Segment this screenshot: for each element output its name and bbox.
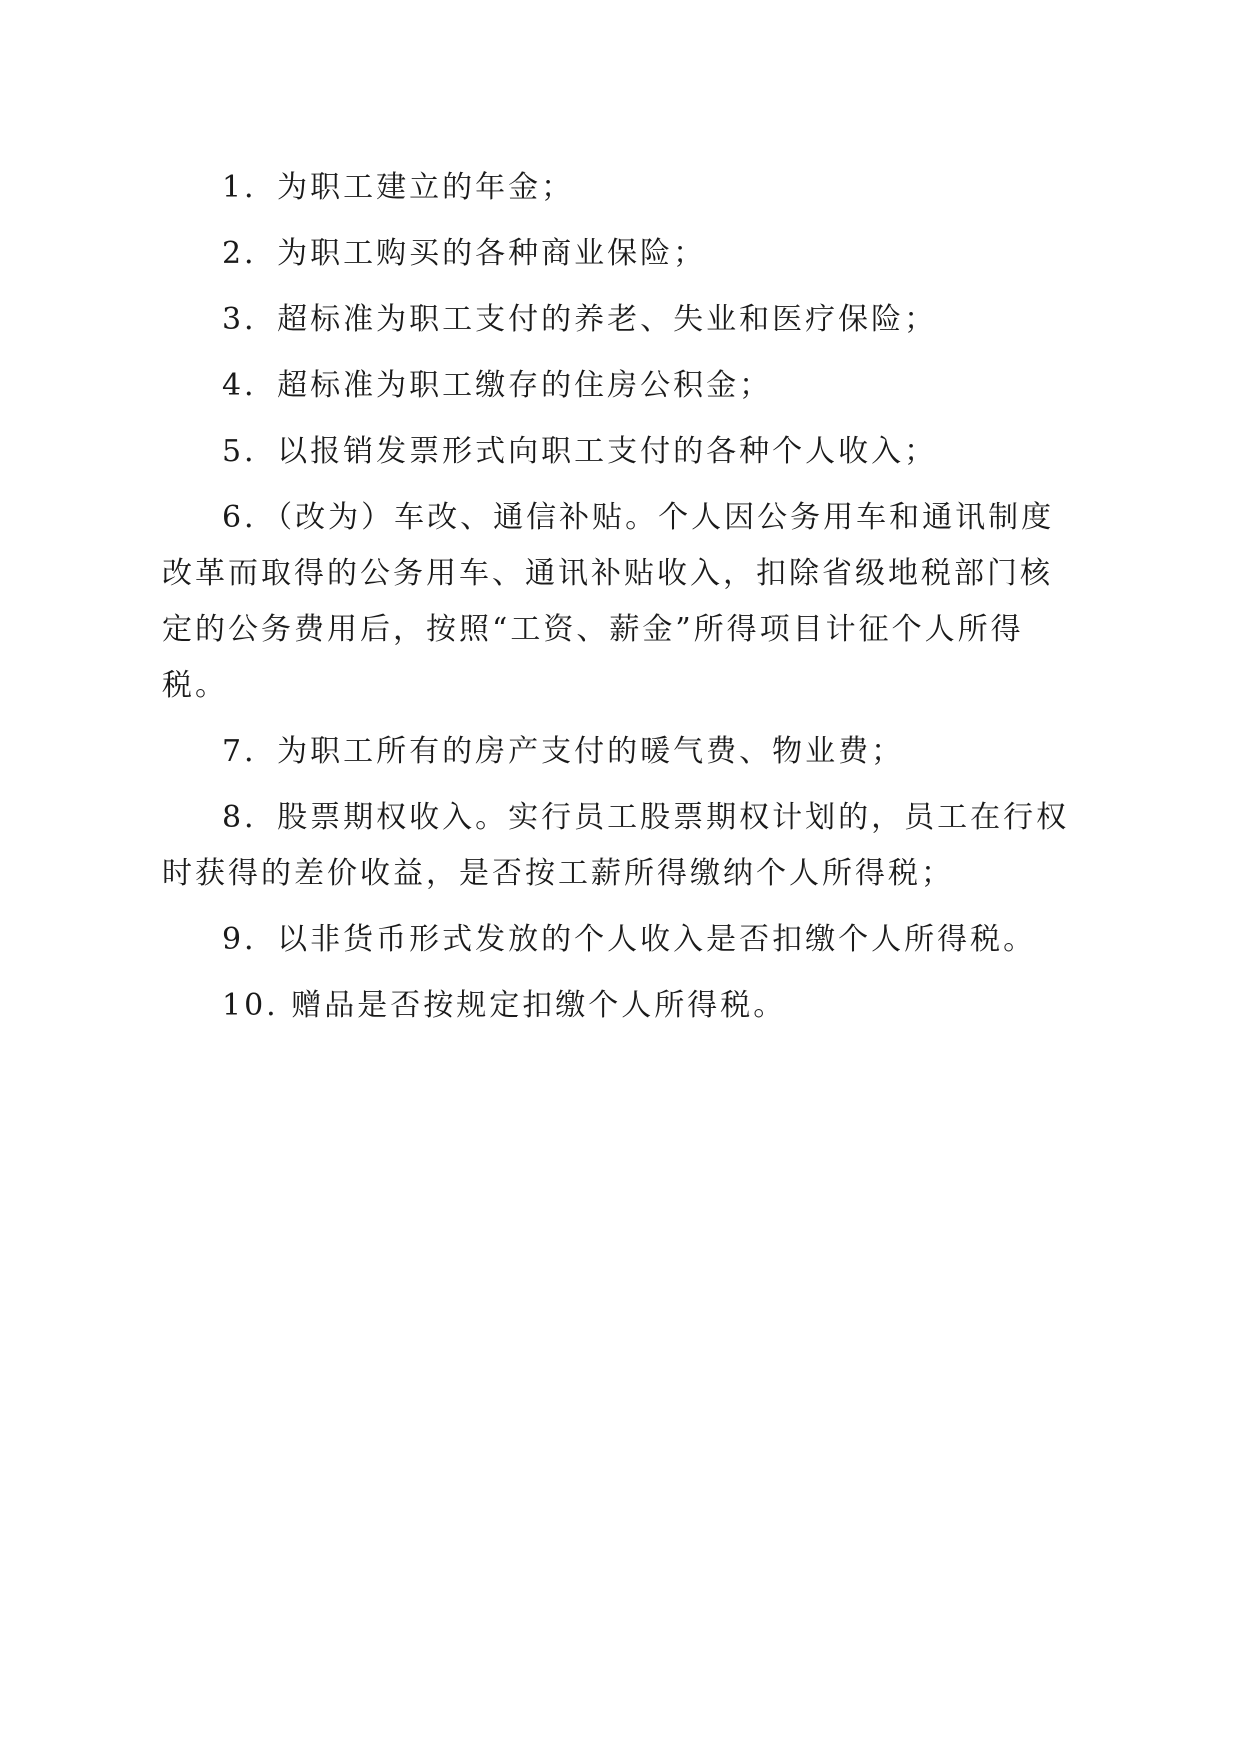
list-item: 9．以非货币形式发放的个人收入是否扣缴个人所得税。	[222, 922, 1037, 957]
list-item: 8．股票期权收入。实行员工股票期权计划的，员工在行权时获得的差价收益，是否按工薪所得缴纳个人所得税；	[162, 800, 1070, 891]
list-item: 7．为职工所有的房产支付的暖气费、物业费；	[222, 734, 905, 769]
list-item: 6．（改为）车改、通信补贴。个人因公务用车和通讯制度改革而取得的公务用车、通讯补贴收入，扣除省级地税部门核定的公务费用后，按照“工资、薪金”所得项目计征个人所得税。	[162, 500, 1055, 703]
list-item: 2．为职工购买的各种商业保险；	[222, 236, 707, 271]
list-item: 5．以报销发票形式向职工支付的各种个人收入；	[222, 434, 938, 469]
list-item: 4．超标准为职工缴存的住房公积金；	[222, 368, 773, 403]
list-item: 3．超标准为职工支付的养老、失业和医疗保险；	[222, 302, 938, 337]
document-body	[162, 160, 1084, 1044]
list-item: 10. 赠品是否按规定扣缴个人所得税。	[222, 988, 787, 1023]
list-item: 1．为职工建立的年金；	[222, 170, 575, 205]
